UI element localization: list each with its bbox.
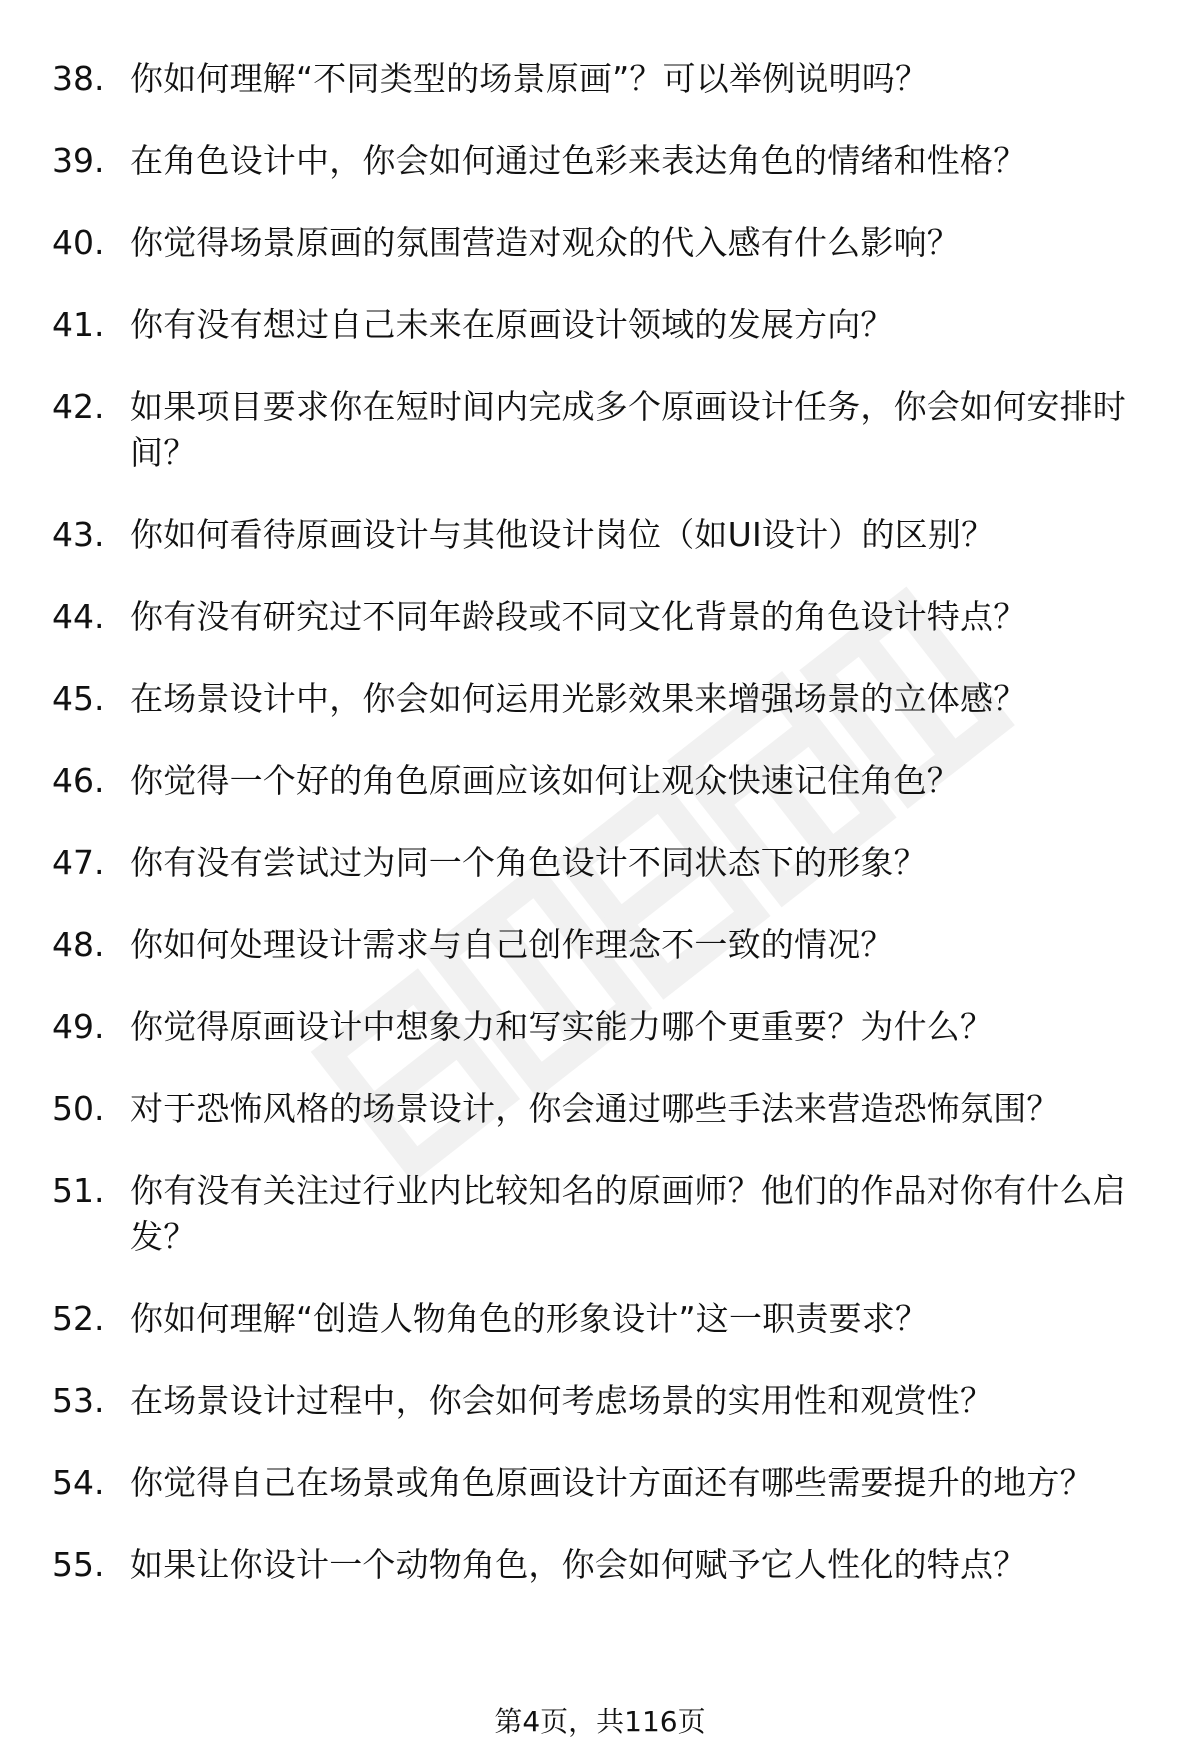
question-text: 如果让你设计一个动物角色，你会如何赋予它人性化的特点？ xyxy=(130,1545,1027,1584)
question-number: 49. xyxy=(52,1007,105,1046)
question-item xyxy=(52,1086,1162,1132)
question-item xyxy=(52,220,1162,266)
question-number: 46. xyxy=(52,761,105,800)
question-text: 你觉得场景原画的氛围营造对观众的代入感有什么影响？ xyxy=(130,223,960,262)
question-number: 48. xyxy=(52,925,105,964)
question-number: 43. xyxy=(52,515,105,554)
question-number: 44. xyxy=(52,597,105,636)
question-item xyxy=(52,138,1162,184)
question-number: 40. xyxy=(52,223,105,262)
question-text: 在角色设计中，你会如何通过色彩来表达角色的情绪和性格？ xyxy=(130,141,1027,180)
question-text: 你如何理解“不同类型的场景原画”？可以举例说明吗？ xyxy=(130,59,929,98)
question-item xyxy=(52,384,1162,476)
question-number: 51. xyxy=(52,1171,105,1210)
question-item xyxy=(52,56,1162,102)
question-number: 52. xyxy=(52,1299,105,1338)
question-item xyxy=(52,1378,1162,1424)
question-item xyxy=(52,676,1162,722)
question-item xyxy=(52,758,1162,804)
question-item xyxy=(52,922,1162,968)
question-list xyxy=(52,56,1162,1624)
question-number: 38. xyxy=(52,59,105,98)
question-number: 39. xyxy=(52,141,105,180)
question-item xyxy=(52,1004,1162,1050)
question-text: 你觉得一个好的角色原画应该如何让观众快速记住角色？ xyxy=(130,761,960,800)
page-number-label: 第4页，共116页 xyxy=(494,1705,706,1738)
question-item xyxy=(52,1542,1162,1588)
question-item xyxy=(52,512,1162,558)
question-text: 你有没有关注过行业内比较知名的原画师？他们的作品对你有什么启发？ xyxy=(130,1171,1126,1256)
question-number: 41. xyxy=(52,305,105,344)
question-item xyxy=(52,840,1162,886)
question-text: 你如何理解“创造人物角色的形象设计”这一职责要求？ xyxy=(130,1299,929,1338)
question-number: 50. xyxy=(52,1089,105,1128)
question-number: 42. xyxy=(52,387,105,426)
question-item xyxy=(52,594,1162,640)
question-item xyxy=(52,302,1162,348)
question-number: 54. xyxy=(52,1463,105,1502)
question-text: 你如何看待原画设计与其他设计岗位（如UI设计）的区别？ xyxy=(130,515,995,554)
question-text: 你有没有研究过不同年龄段或不同文化背景的角色设计特点？ xyxy=(130,597,1027,636)
question-text: 在场景设计中，你会如何运用光影效果来增强场景的立体感？ xyxy=(130,679,1027,718)
question-item xyxy=(52,1168,1162,1260)
question-text: 你觉得原画设计中想象力和写实能力哪个更重要？为什么？ xyxy=(130,1007,994,1046)
question-text: 你有没有尝试过为同一个角色设计不同状态下的形象？ xyxy=(130,843,927,882)
question-text: 对于恐怖风格的场景设计，你会通过哪些手法来营造恐怖氛围？ xyxy=(130,1089,1060,1128)
question-item xyxy=(52,1296,1162,1342)
question-number: 45. xyxy=(52,679,105,718)
question-text: 在场景设计过程中，你会如何考虑场景的实用性和观赏性？ xyxy=(130,1381,994,1420)
question-text: 如果项目要求你在短时间内完成多个原画设计任务，你会如何安排时间？ xyxy=(130,387,1126,472)
question-number: 53. xyxy=(52,1381,105,1420)
page-footer xyxy=(0,1704,1200,1740)
question-text: 你如何处理设计需求与自己创作理念不一致的情况？ xyxy=(130,925,894,964)
question-number: 47. xyxy=(52,843,105,882)
question-item xyxy=(52,1460,1162,1506)
question-text: 你有没有想过自己未来在原画设计领域的发展方向？ xyxy=(130,305,894,344)
question-text: 你觉得自己在场景或角色原画设计方面还有哪些需要提升的地方？ xyxy=(130,1463,1093,1502)
question-number: 55. xyxy=(52,1545,105,1584)
